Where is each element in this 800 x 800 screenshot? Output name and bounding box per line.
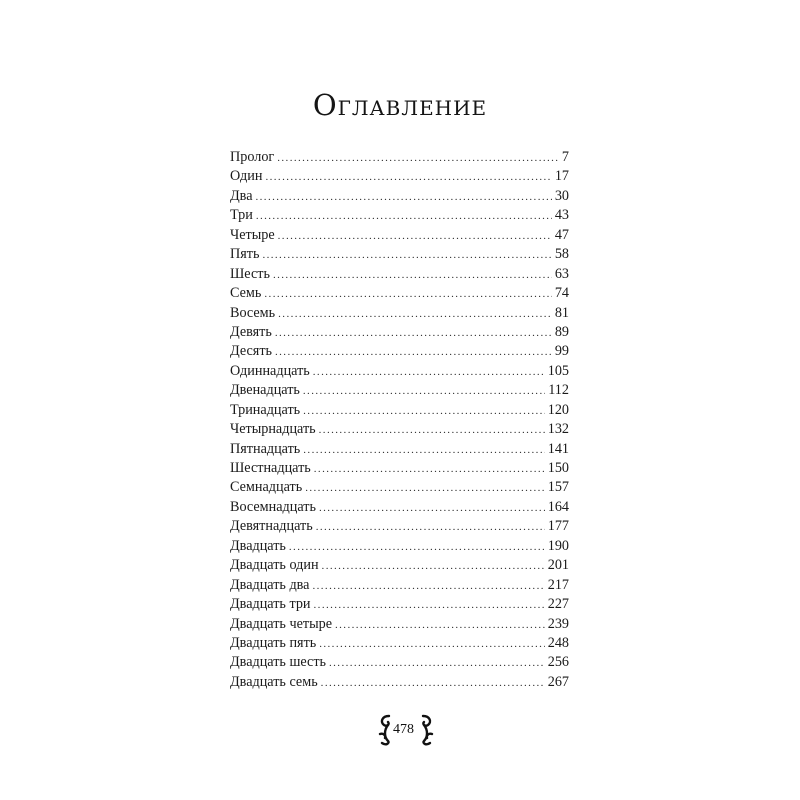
- toc-dot-leader: [316, 518, 545, 536]
- toc-entry-title: Пролог: [230, 149, 275, 165]
- toc-entry-title: Пятнадцать: [230, 440, 301, 457]
- toc-dot-leader: [319, 499, 545, 517]
- toc-entry-title: Три: [230, 207, 253, 224]
- toc-entry: [230, 459, 569, 478]
- toc-entry-page: 81: [554, 304, 569, 321]
- toc-entry-title: Двадцать четыре: [230, 615, 332, 632]
- toc-dot-leader: [303, 402, 545, 420]
- toc-entry-title: Девять: [230, 323, 272, 340]
- toc-entry-title: Двадцать два: [230, 576, 310, 593]
- toc-entry: [230, 517, 569, 536]
- toc-entry-page: 177: [547, 518, 569, 535]
- toc-entry-page: 227: [547, 596, 569, 613]
- toc-dot-leader: [321, 674, 545, 692]
- toc-entry: [230, 673, 569, 692]
- toc-dot-leader: [256, 207, 552, 225]
- toc-entry-page: 7: [561, 149, 569, 165]
- toc-entry-title: Четыре: [230, 226, 275, 243]
- toc-dot-leader: [256, 188, 552, 206]
- toc-entry: [230, 148, 569, 167]
- toc-dot-leader: [319, 421, 545, 439]
- toc-entry: [230, 362, 569, 381]
- toc-entry-page: 141: [547, 440, 569, 457]
- toc-entry-page: 47: [554, 226, 569, 243]
- toc-entry: [230, 634, 569, 653]
- toc-dot-leader: [335, 616, 545, 634]
- toc-entry: [230, 342, 569, 361]
- toc-entry: [230, 187, 569, 206]
- toc-entry: [230, 595, 569, 614]
- page-title: Оглавление: [312, 88, 488, 122]
- toc-entry-title: Два: [230, 187, 253, 204]
- toc-entry: [230, 576, 569, 595]
- toc-entry-title: Двадцать семь: [230, 673, 318, 690]
- toc-entry-page: 30: [554, 187, 569, 204]
- toc-entry-page: 105: [547, 362, 569, 379]
- toc-dot-leader: [275, 343, 552, 361]
- toc-dot-leader: [314, 460, 545, 478]
- toc-entry: [230, 245, 569, 264]
- toc-dot-leader: [303, 441, 544, 459]
- toc-entry: [230, 556, 569, 575]
- toc-dot-leader: [305, 479, 545, 497]
- toc-dot-leader: [319, 635, 544, 653]
- toc-entry-title: Двадцать один: [230, 557, 319, 574]
- toc-entry-title: Восемнадцать: [230, 498, 316, 515]
- toc-dot-leader: [278, 227, 552, 245]
- table-of-contents: [230, 148, 569, 692]
- toc-entry: [230, 401, 569, 420]
- toc-entry-title: Двадцать шесть: [230, 654, 326, 671]
- toc-entry-title: Шестнадцать: [230, 460, 311, 476]
- toc-entry: [230, 420, 569, 439]
- toc-entry-page: 248: [547, 634, 569, 651]
- toc-entry-page: 17: [554, 168, 569, 185]
- toc-entry-page: 256: [547, 654, 569, 671]
- toc-entry: [230, 323, 569, 342]
- toc-dot-leader: [322, 557, 545, 575]
- toc-entry: [230, 206, 569, 225]
- toc-entry: [230, 381, 569, 400]
- toc-entry-page: 201: [547, 557, 569, 574]
- toc-entry: [230, 498, 569, 517]
- toc-entry-title: Восемь: [230, 304, 276, 321]
- toc-entry-title: Семь: [230, 285, 262, 302]
- toc-dot-leader: [262, 246, 551, 264]
- page-number-folio: [376, 712, 436, 748]
- toc-entry-title: Двадцать пять: [230, 634, 317, 651]
- toc-entry-title: Тринадцать: [230, 401, 301, 418]
- toc-entry-page: 164: [547, 498, 569, 515]
- toc-entry: [230, 615, 569, 634]
- toc-entry-page: 267: [547, 673, 569, 690]
- toc-entry: [230, 537, 569, 556]
- toc-entry-page: 43: [554, 207, 569, 224]
- toc-entry-page: 217: [547, 576, 569, 593]
- toc-entry: [230, 284, 569, 303]
- toc-dot-leader: [273, 266, 552, 284]
- toc-entry-title: Шесть: [230, 265, 270, 282]
- toc-entry-title: Двадцать: [230, 537, 286, 554]
- toc-entry-title: Четырнадцать: [230, 421, 316, 438]
- toc-dot-leader: [329, 654, 545, 672]
- toc-entry-title: Двенадцать: [230, 382, 300, 399]
- toc-entry-title: Девятнадцать: [230, 518, 313, 535]
- page-number: 478: [393, 722, 414, 737]
- toc-dot-leader: [313, 363, 545, 381]
- toc-entry-page: 74: [554, 285, 569, 302]
- toc-dot-leader: [312, 577, 544, 595]
- toc-entry-page: 89: [554, 323, 569, 340]
- toc-entry-page: 239: [547, 615, 569, 632]
- toc-entry: [230, 304, 569, 323]
- toc-dot-leader: [277, 149, 559, 167]
- toc-dot-leader: [278, 305, 552, 323]
- toc-entry-title: Двадцать три: [230, 596, 311, 613]
- toc-entry-page: 190: [547, 537, 569, 554]
- toc-entry-title: Пять: [230, 246, 260, 263]
- toc-dot-leader: [264, 285, 551, 303]
- toc-entry-page: 63: [554, 265, 569, 282]
- toc-entry-page: 157: [547, 479, 569, 496]
- toc-entry: [230, 226, 569, 245]
- toc-entry-page: 150: [547, 460, 569, 476]
- toc-dot-leader: [303, 382, 545, 400]
- toc-dot-leader: [289, 538, 545, 556]
- toc-dot-leader: [275, 324, 552, 342]
- toc-entry: [230, 167, 569, 186]
- toc-entry-page: 58: [554, 246, 569, 263]
- toc-entry-page: 99: [554, 343, 569, 360]
- toc-entry-title: Семнадцать: [230, 479, 303, 496]
- toc-entry-title: Десять: [230, 343, 272, 360]
- toc-dot-leader: [314, 596, 545, 614]
- toc-entry-page: 120: [547, 401, 569, 418]
- toc-entry: [230, 478, 569, 497]
- toc-dot-leader: [265, 168, 551, 186]
- toc-entry: [230, 265, 569, 284]
- toc-entry: [230, 440, 569, 459]
- toc-entry-page: 132: [547, 421, 569, 438]
- toc-entry-title: Одиннадцать: [230, 362, 310, 379]
- toc-entry-title: Один: [230, 168, 263, 185]
- toc-entry: [230, 653, 569, 672]
- toc-entry-page: 112: [548, 382, 569, 399]
